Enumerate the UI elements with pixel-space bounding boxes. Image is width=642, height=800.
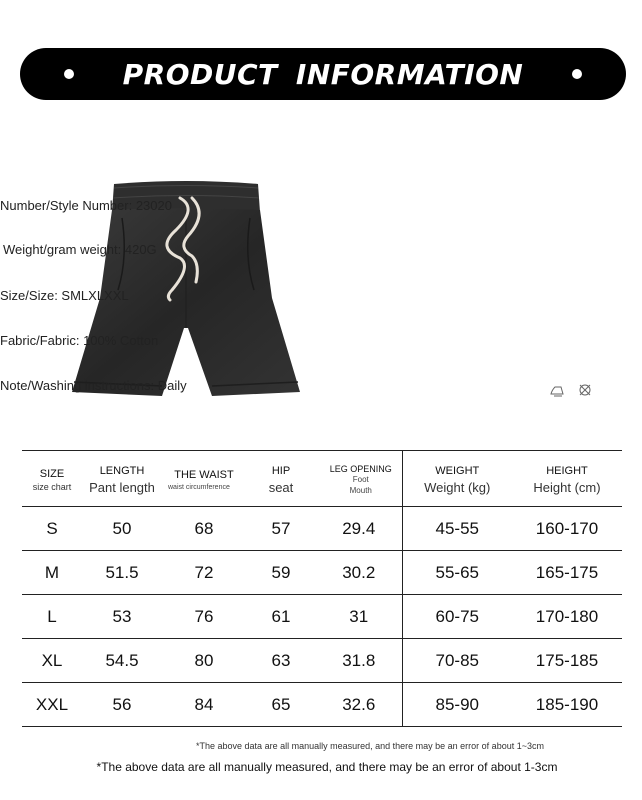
cell-length: 54.5 (82, 639, 162, 683)
cell-size: S (22, 507, 82, 551)
cell-weight: 45-55 (402, 507, 512, 551)
cell-weight: 60-75 (402, 595, 512, 639)
cell-leg: 31 (316, 595, 402, 639)
cell-hip: 57 (246, 507, 316, 551)
cell-leg: 29.4 (316, 507, 402, 551)
header-waist: THE WAIST waist circumference (162, 451, 246, 507)
table-row (22, 595, 622, 639)
header-banner (20, 48, 626, 100)
cell-leg: 31.8 (316, 639, 402, 683)
table-row (22, 507, 622, 551)
header-height: HEIGHT Height (cm) (512, 451, 622, 507)
table-row (22, 683, 622, 727)
spec-style-number: Number/Style Number: 23020 (0, 198, 172, 213)
cell-size: XXL (22, 683, 82, 727)
cell-size: XL (22, 639, 82, 683)
cell-height: 185-190 (512, 683, 622, 727)
spec-washing: Note/Washing instructions: Daily (0, 378, 187, 393)
spec-weight: Weight/gram weight: 420G (3, 242, 157, 257)
table-header-row (22, 451, 622, 507)
cell-weight: 70-85 (402, 639, 512, 683)
cell-waist: 80 (162, 639, 246, 683)
table-row (22, 639, 622, 683)
header-length: LENGTH Pant length (82, 451, 162, 507)
cell-hip: 61 (246, 595, 316, 639)
measurement-note-large: *The above data are all manually measured, and there may be an error of about 1-3cm (96, 760, 558, 774)
spec-fabric: Fabric/Fabric: 100% Cotton (0, 333, 159, 348)
cell-size: M (22, 551, 82, 595)
header-leg-opening: LEG OPENING Foot Mouth (316, 451, 402, 507)
cell-hip: 63 (246, 639, 316, 683)
cell-height: 165-175 (512, 551, 622, 595)
cell-height: 160-170 (512, 507, 622, 551)
size-chart-table (22, 450, 622, 727)
cell-height: 170-180 (512, 595, 622, 639)
cell-length: 53 (82, 595, 162, 639)
header-weight: WEIGHT Weight (kg) (402, 451, 512, 507)
washing-care-icons (549, 382, 593, 398)
header-hip: HIP seat (246, 451, 316, 507)
cell-length: 51.5 (82, 551, 162, 595)
measurement-note-small: *The above data are all manually measured, and there may be an error of about 1~3cm (196, 741, 544, 751)
cell-weight: 55-65 (402, 551, 512, 595)
cell-waist: 76 (162, 595, 246, 639)
cell-size: L (22, 595, 82, 639)
cell-leg: 32.6 (316, 683, 402, 727)
iron-icon (551, 387, 563, 396)
banner-title: PRODUCT INFORMATION (122, 58, 524, 91)
spec-size: Size/Size: SMLXLXXL (0, 288, 129, 303)
cell-waist: 68 (162, 507, 246, 551)
cell-hip: 65 (246, 683, 316, 727)
table-row (22, 551, 622, 595)
header-size: SIZE size chart (22, 451, 82, 507)
cell-weight: 85-90 (402, 683, 512, 727)
cell-length: 50 (82, 507, 162, 551)
cell-height: 175-185 (512, 639, 622, 683)
cell-leg: 30.2 (316, 551, 402, 595)
cell-waist: 84 (162, 683, 246, 727)
cell-length: 56 (82, 683, 162, 727)
no-dry-clean-icon (580, 385, 590, 395)
cell-waist: 72 (162, 551, 246, 595)
cell-hip: 59 (246, 551, 316, 595)
banner-bullet-right (572, 69, 582, 79)
